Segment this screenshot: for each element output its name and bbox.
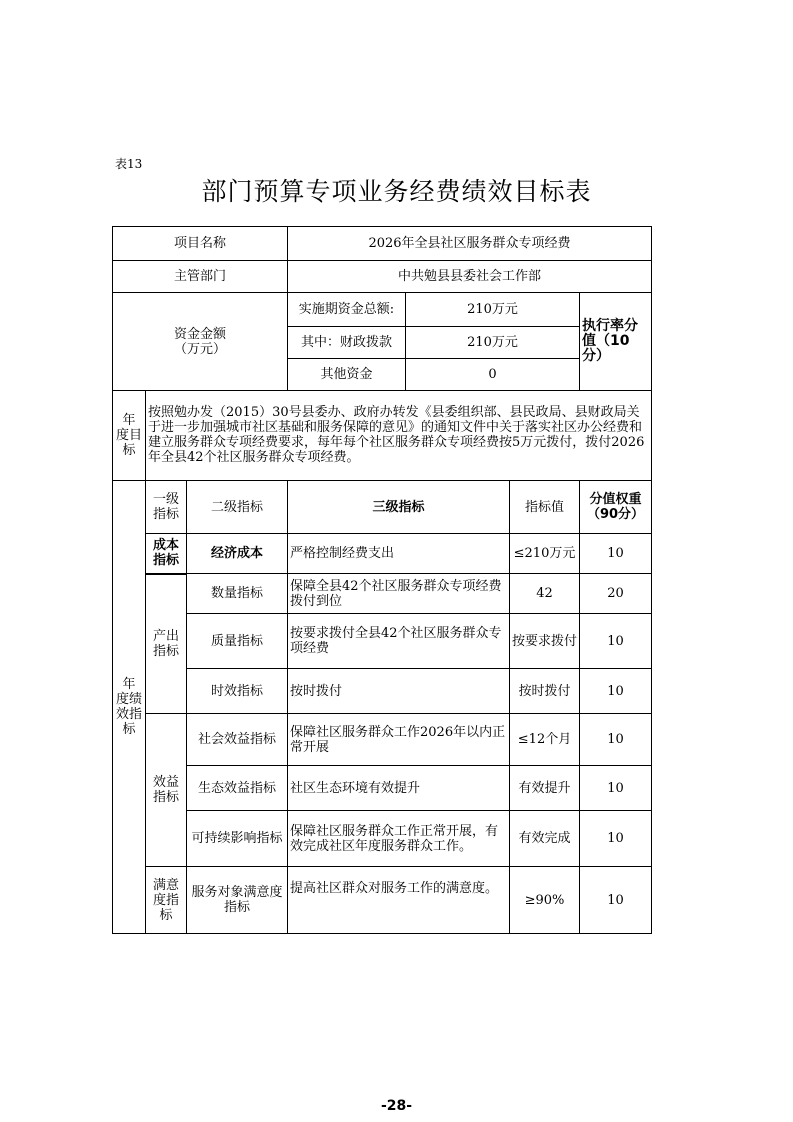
performance-table (112, 226, 652, 934)
row-value: 按要求拨付 (510, 614, 580, 669)
output-level1: 产出指标 (146, 574, 187, 714)
funds-other-value: 0 (406, 359, 580, 391)
row-level2: 服务对象满意度 指标 (187, 867, 288, 934)
project-name-value: 2026年全县社区服务群众专项经费 (288, 227, 652, 261)
row-value: ≤12个月 (510, 714, 580, 766)
row-value: ≤210万元 (510, 534, 580, 574)
header-level2: 二级指标 (187, 481, 288, 534)
row-weight: 10 (580, 714, 652, 766)
funds-total-value: 210万元 (406, 293, 580, 327)
header-value: 指标值 (510, 481, 580, 534)
funds-label: 资金金额 （万元） (113, 293, 288, 391)
row-weight: 10 (580, 811, 652, 867)
row-level3: 社区生态环境有效提升 (288, 766, 510, 811)
row-level2: 可持续影响指标 (187, 811, 288, 867)
annual-indicators-label: 年 度绩 效指 标 (113, 481, 146, 934)
page-title: 部门预算专项业务经费绩效目标表 (201, 177, 592, 206)
benefit-level1: 效益指标 (146, 714, 187, 867)
row-value: 有效提升 (510, 766, 580, 811)
row-value: 有效完成 (510, 811, 580, 867)
row-level2: 经济成本 (187, 534, 288, 574)
dept-label: 主管部门 (113, 261, 288, 293)
row-level3: 保障社区服务群众工作正常开展，有效完成社区年度服务群众工作。 (288, 811, 510, 867)
row-level3: 严格控制经费支出 (288, 534, 510, 574)
annual-goal-label: 年 度目 标 (113, 391, 146, 481)
annual-goal-text: 按照勉办发（2015）30号县委办、政府办转发《县委组织部、县民政局、县财政局关于进一步加强城市社区基础和服务保障的意见》的通知文件中关于落实社区办公经费和建立服务群众专项经费要求，每年每个社区服务群众专项经费按5万元拨付，拨付2026年全县42个社区服务群众专项经费。 (146, 391, 652, 481)
row-weight: 10 (580, 867, 652, 934)
row-value: 按时拨付 (510, 669, 580, 714)
row-value: 42 (510, 574, 580, 614)
row-level2: 社会效益指标 (187, 714, 288, 766)
row-weight: 10 (580, 614, 652, 669)
dept-value: 中共勉县县委社会工作部 (288, 261, 652, 293)
row-level2: 质量指标 (187, 614, 288, 669)
satisfaction-level1: 满意度指标 (146, 867, 187, 934)
funds-other-label: 其他资金 (288, 359, 406, 391)
row-level3: 按时拨付 (288, 669, 510, 714)
funds-total-label: 实施期资金总额: (288, 293, 406, 327)
row-weight: 20 (580, 574, 652, 614)
page-number: -28- (380, 1098, 413, 1114)
row-level2: 数量指标 (187, 574, 288, 614)
row-weight: 10 (580, 534, 652, 574)
row-level2: 时效指标 (187, 669, 288, 714)
row-level3: 提高社区群众对服务工作的满意度。 (288, 867, 510, 934)
header-weight: 分值权重（90分） (580, 481, 652, 534)
project-name-label: 项目名称 (113, 227, 288, 261)
header-level1: 一级指标 (146, 481, 187, 534)
row-weight: 10 (580, 669, 652, 714)
row-level2: 生态效益指标 (187, 766, 288, 811)
row-level3: 按要求拨付全县42个社区服务群众专项经费 (288, 614, 510, 669)
row-value: ≥90% (510, 867, 580, 934)
row-level3: 保障社区服务群众工作2026年以内正常开展 (288, 714, 510, 766)
table-number: 表13 (115, 157, 143, 171)
funds-fiscal-label: 其中：财政拨款 (288, 327, 406, 359)
row-weight: 10 (580, 766, 652, 811)
header-level3: 三级指标 (288, 481, 510, 534)
cost-level1: 成本指标 (146, 534, 187, 574)
funds-fiscal-value: 210万元 (406, 327, 580, 359)
row-level3: 保障全县42个社区服务群众专项经费拨付到位 (288, 574, 510, 614)
exec-rate-label: 执行率分值（10分） (580, 293, 652, 391)
